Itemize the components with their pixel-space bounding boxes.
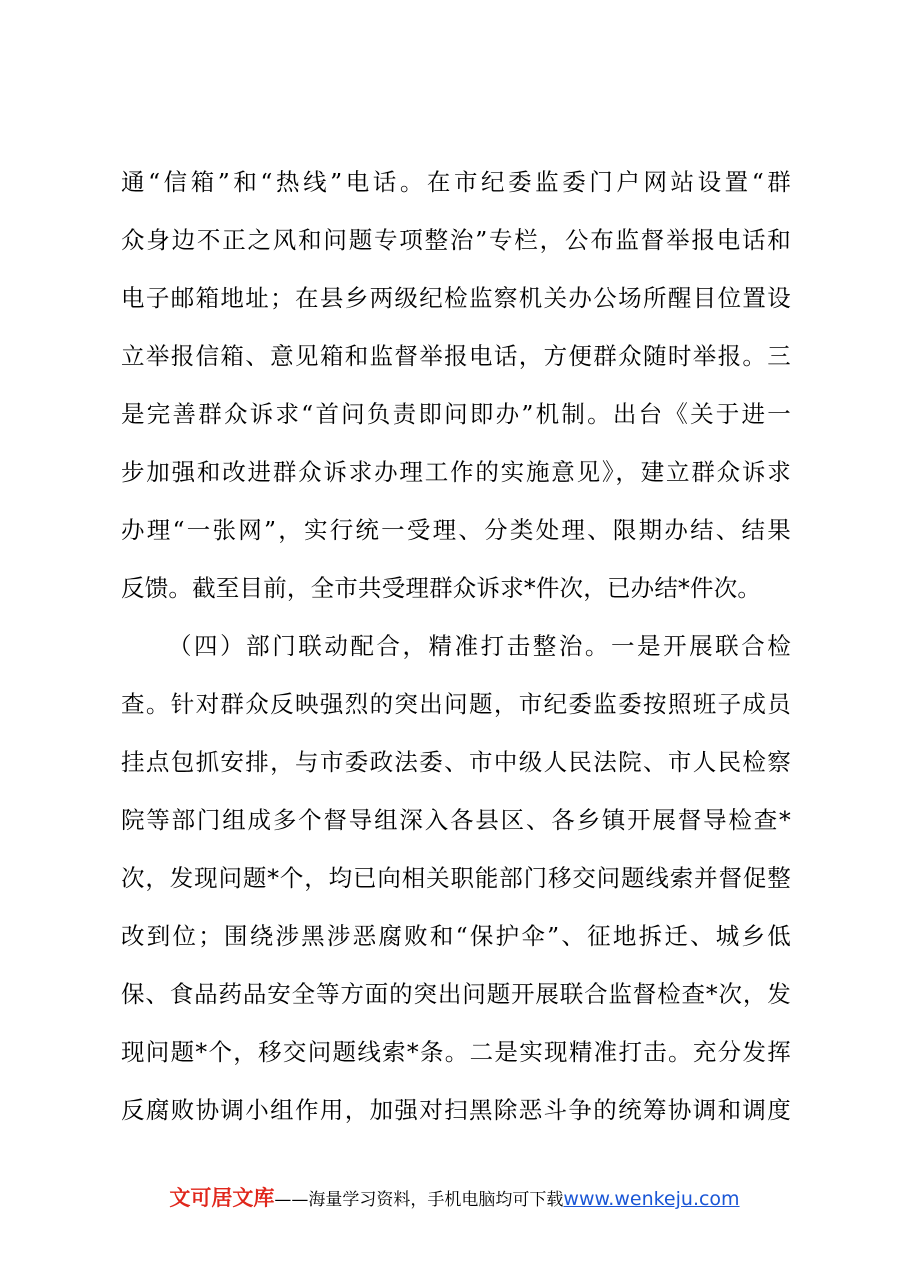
text-line: 次，发现问题*个，均已向相关职能部门移交问题线索并督促整 — [121, 864, 791, 892]
text-line: 众身边不正之风和问题专项整治”专栏，公布监督举报电话和 — [121, 226, 791, 254]
text-line: 查。针对群众反映强烈的突出问题，市纪委监委按照班子成员 — [121, 690, 791, 718]
text-line: 立举报信箱、意见箱和监督举报电话，方便群众随时举报。三 — [121, 342, 791, 370]
text-line: 反馈。截至目前，全市共受理群众诉求*件次，已办结*件次。 — [121, 574, 762, 602]
text-line: 反腐败协调小组作用，加强对扫黑除恶斗争的统筹协调和调度 — [121, 1096, 791, 1124]
footer-link[interactable]: www.wenkeju.com — [563, 1188, 740, 1210]
text-line: 院等部门组成多个督导组深入各县区、各乡镇开展督导检查* — [121, 806, 791, 834]
text-line: 保、食品药品安全等方面的突出问题开展联合监督检查*次，发 — [121, 980, 791, 1008]
section-heading-line: （四）部门联动配合，精准打击整治。一是开展联合检 — [168, 632, 791, 660]
text-line: 步加强和改进群众诉求办理工作的实施意见》，建立群众诉求 — [121, 458, 791, 486]
text-line: 挂点包抓安排，与市委政法委、市中级人民法院、市人民检察 — [121, 748, 791, 776]
text-line: 电子邮箱地址；在县乡两级纪检监察机关办公场所醒目位置设 — [121, 284, 791, 312]
text-line: 现问题*个，移交问题线索*条。二是实现精准打击。充分发挥 — [121, 1038, 791, 1066]
footer-brand: 文可居文库 — [169, 1186, 275, 1210]
text-line: 是完善群众诉求“首问负责即问即办”机制。出台《关于进一 — [121, 400, 791, 428]
text-line: 改到位；围绕涉黑涉恶腐败和“保护伞”、征地拆迁、城乡低 — [121, 922, 791, 950]
document-body — [121, 153, 791, 1139]
footer-tagline: ——海量学习资料，手机电脑均可下载 — [274, 1190, 564, 1210]
text-line: 办理“一张网”，实行统一受理、分类处理、限期办结、结果 — [121, 516, 791, 544]
text-line: 通“信箱”和“热线”电话。在市纪委监委门户网站设置“群 — [121, 168, 791, 196]
footer-banner — [0, 1182, 909, 1212]
